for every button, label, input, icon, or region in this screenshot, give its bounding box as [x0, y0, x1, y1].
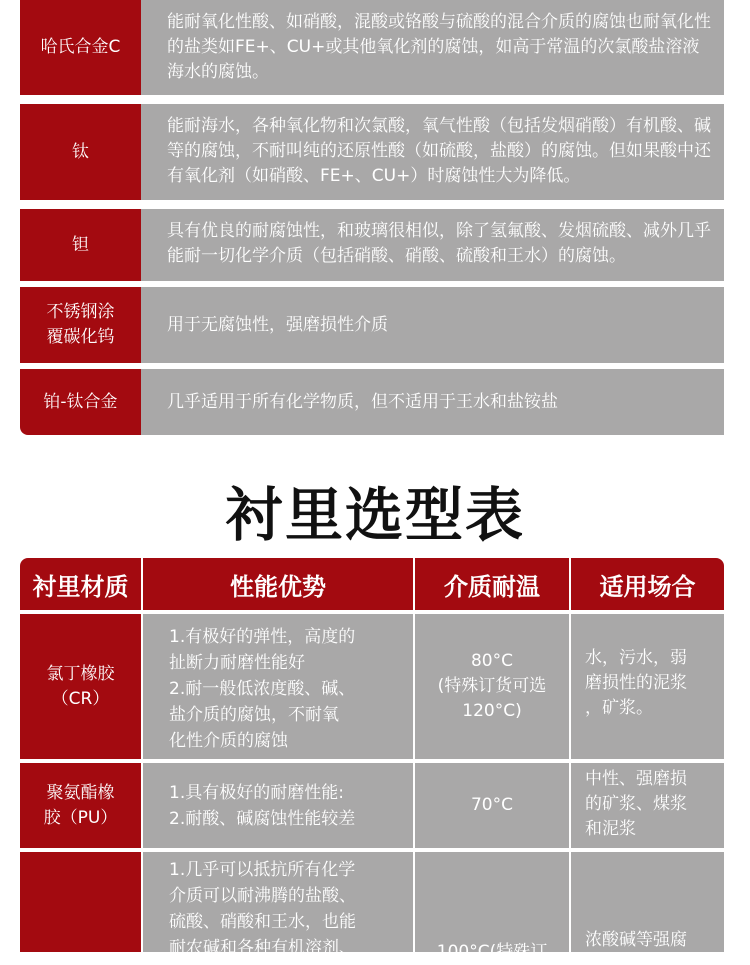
lining-performance: 1.有极好的弹性，高度的 扯断力耐磨性能好 2.耐一般低浓度酸、碱、 盐介质的腐蚀，不耐氧 化性介质的腐蚀 [143, 614, 415, 759]
lining-application: 水，污水，弱 磨损性的泥浆 ，矿浆。 [571, 614, 724, 759]
lining-material: 聚氨酯橡 胶（PU） [20, 763, 143, 848]
header-application: 适用场合 [571, 558, 724, 610]
header-material: 衬里材质 [20, 558, 143, 610]
material-name: 钽 [20, 209, 141, 281]
material-row [20, 369, 724, 435]
lining-temperature: 70°C [415, 763, 571, 848]
lining-application: 中性、强磨损 的矿浆、煤浆 和泥浆 [571, 763, 724, 848]
header-temperature: 介质耐温 [415, 558, 571, 610]
lining-application: 浓酸碱等强腐 [571, 852, 724, 952]
lining-temperature: 80°C (特殊订货可选 120°C) [415, 614, 571, 759]
material-name: 铂-钛合金 [20, 369, 141, 435]
lining-temperature: 100°C(特殊订 [415, 852, 571, 952]
material-row [20, 104, 724, 200]
material-description: 能耐氧化性酸、如硝酸，混酸或铬酸与硫酸的混合介质的腐蚀也耐氧化性的盐类如FE+、CU+或其他氧化剂的腐蚀，如高于常温的次氯酸盐溶液海水的腐蚀。 [141, 0, 724, 95]
table-row [20, 763, 724, 848]
material-description: 几乎适用于所有化学物质，但不适用于王水和盐铵盐 [141, 369, 724, 435]
lining-material: 氯丁橡胶 （CR） [20, 614, 143, 759]
table-header [20, 558, 724, 610]
header-performance: 性能优势 [143, 558, 415, 610]
lining-material [20, 852, 143, 952]
material-description: 能耐海水，各种氧化物和次氯酸，氧气性酸（包括发烟硝酸）有机酸、碱等的腐蚀，不耐叫纯的还原性酸（如硫酸，盐酸）的腐蚀。但如果酸中还有氧化剂（如硝酸、FE+、CU+）时腐蚀性大为降低。 [141, 104, 724, 200]
table-row [20, 852, 724, 962]
section-title: 衬里选型表 [224, 481, 525, 549]
material-name: 不锈钢涂 覆碳化钨 [20, 287, 141, 363]
lining-performance: 1.具有极好的耐磨性能: 2.耐酸、碱腐蚀性能较差 [143, 763, 415, 848]
material-description: 用于无腐蚀性，强磨损性介质 [141, 287, 724, 363]
table-row [20, 614, 724, 759]
material-row [20, 0, 724, 95]
material-name: 哈氏合金C [20, 0, 141, 95]
material-description: 具有优良的耐腐蚀性，和玻璃很相似，除了氢氟酸、发烟硫酸、减外几乎能耐一切化学介质（包括硝酸、硝酸、硫酸和王水）的腐蚀。 [141, 209, 724, 281]
material-name: 钛 [20, 104, 141, 200]
material-row [20, 287, 724, 363]
lining-performance: 1.几乎可以抵抗所有化学 介质可以耐沸腾的盐酸、 硫酸、硝酸和王水，也能 耐农碱和各种有机溶剂、 [143, 852, 415, 952]
material-row [20, 209, 724, 281]
